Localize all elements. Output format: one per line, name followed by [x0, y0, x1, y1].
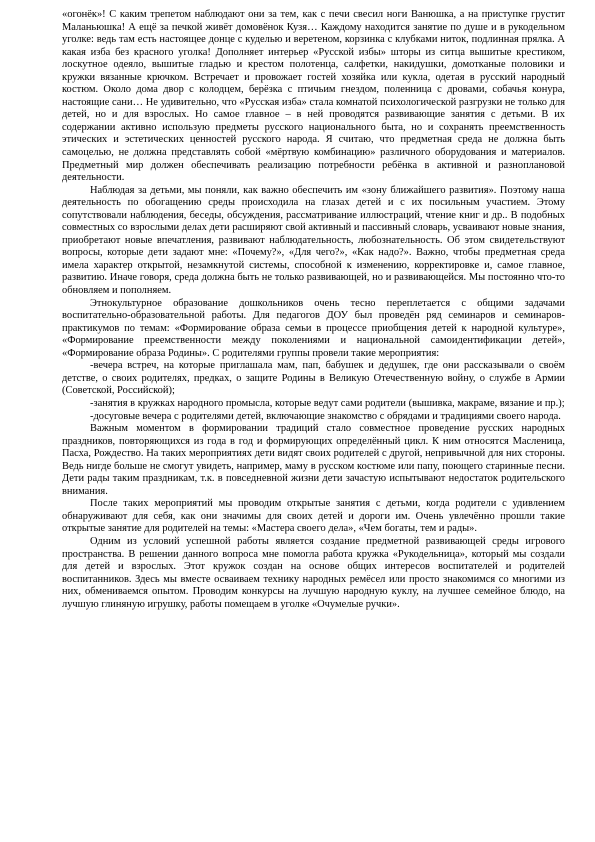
paragraph-development-zone: Наблюдая за детьми, мы поняли, как важно обеспечить им «зону ближайшего развития». Поэтому наша деятельность по обогащению среды происходила на глазах детей и с их посильным участием. Этому сопутствовали наблюдения, беседы, обсуждения, рассматривание иллюстраций, чтение книг и др.. В подобных совместных со взрослыми делах дети расширяют свой активный и пассивный словарь, усваивают новые знания, приобретают новые впечатления, развивают наблюдательность, любознательность. Об этом свидетельствуют вопросы, которые дети задают мне: «Почему?», «Для чего?», «Как надо?». Важно, чтобы предметная среда имела характер открытой, незамкнутой системы, способной к изменению, корректировке и, самое главное, развитию. Иначе говоря, среда должна быть не только развивающей, но и развивающейся. Мы постоянно что-то обновляем и пополняем.	[62, 184, 565, 297]
paragraph-ethnocultural-education: Этнокультурное образование дошкольников очень тесно переплетается с общими задачами воспитательно-образовательной работы. Для педагогов ДОУ был проведён ряд семинаров и семинаров-практикумов по темам: «Формирование образа семьи в процессе приобщения детей к народной культуре», «Формирование преемственности между поколениями и национальной самоидентификации детей», «Формирование образа Родины». С родителями группы провели такие мероприятия:	[62, 297, 565, 359]
paragraph-open-lessons: После таких мероприятий мы проводим открытые занятия с детьми, когда родители с удивлением обнаруживают для себя, как они значимы для своих детей и дороги им. Очень увлечённо прошли такие открытые занятие для родителей на темы: «Мастера своего дела», «Чем богаты, тем и рады».	[62, 498, 565, 535]
paragraph-needlework-circle: Одним из условий успешной работы является создание предметной развивающей среды игрового пространства. В решении данного вопроса мне помогла работа кружка «Рукодельница», который мы создали для детей и взрослых. Этот кружок создан на основе общих интересов воспитателей и родителей воспитанников. Здесь мы вместе осваиваем технику народных ремёсел или просто знакомимся со многими из них, обмениваемся опытом. Проводим конкурсы на лучшую народную куклу, на лучшее семейное блюдо, на лучшую глиняную игрушку, работы помещаем в уголке «Очумелые ручки».	[62, 535, 565, 610]
paragraph-russian-hut: «огонёк»! С каким трепетом наблюдают они за тем, как с печи свесил ноги Ванюшка, а на приступке грустит Маланьюшка! А ещё за печкой живёт домовёнок Кузя… Каждому находится занятие по душе и в рукодельном уголке: ведь там есть настоящее донце с куделью и веретеном, корзинка с клубками ниток, подлинная прялка. А какая изба без красного уголка! Дополняет интерьер «Русской избы» шторы из ситца вышитые крестиком, лоскутное одеяло, вышитые гладью и крестом полотенца, салфетки, накидушки, домотканые половики и кружки вязанные крючком. Встречает и провожает гостей хозяйка или кукла, одетая в русский народный костюм. Около дома двор с колодцем, берёзка с птичьим гнездом, поленница с дровами, собачья конура, настоящие сани… Не удивительно, что «Русская изба» стала комнатой психологической разгрузки не только для детей, но и для взрослых. Но самое главное – в ней проводятся развивающие занятия с детьми. В их содержании активно использую предметы русского национального быта, но и сохранять преемственность этических и эстетических ценностей русского народа. Я считаю, что предметная среда не должна быть самоцелью, не должна представлять собой «мёртвую комбинацию» различного оборудования и материалов. Предметный мир должен обеспечивать реализацию потребности ребёнка в активной и разноплановой деятельности.	[62, 9, 565, 184]
list-item-meetings: -вечера встреч, на которые приглашала мам, пап, бабушек и дедушек, где они рассказывали о своём детстве, о своих родителях, предках, о защите Родины в Великую Отечественную войну, о службе в Армии (Советской, Российской);	[62, 360, 565, 397]
list-item-crafts: -занятия в кружках народного промысла, которые ведут сами родители (вышивка, макраме, вязание и пр.);	[90, 397, 565, 409]
paragraph-folk-holidays: Важным моментом в формировании традиций стало совместное проведение русских народных праздников, повторяющихся из года в год и формирующих определённый цикл. К ним относятся Масленица, Пасха, Рождество. На таких мероприятиях дети видят своих родителей с другой, непривычной для них стороны. Ведь нигде больше не смогут увидеть, например, маму в русском костюме или папу, поющего старинные песни. Дети рады таким праздникам, т.к. в повседневной жизни дети зачастую испытывают недостаток родительского внимания.	[62, 423, 565, 497]
list-item-leisure: -досуговые вечера с родителями детей, включающие знакомство с обрядами и традициями своего народа.	[90, 410, 561, 422]
